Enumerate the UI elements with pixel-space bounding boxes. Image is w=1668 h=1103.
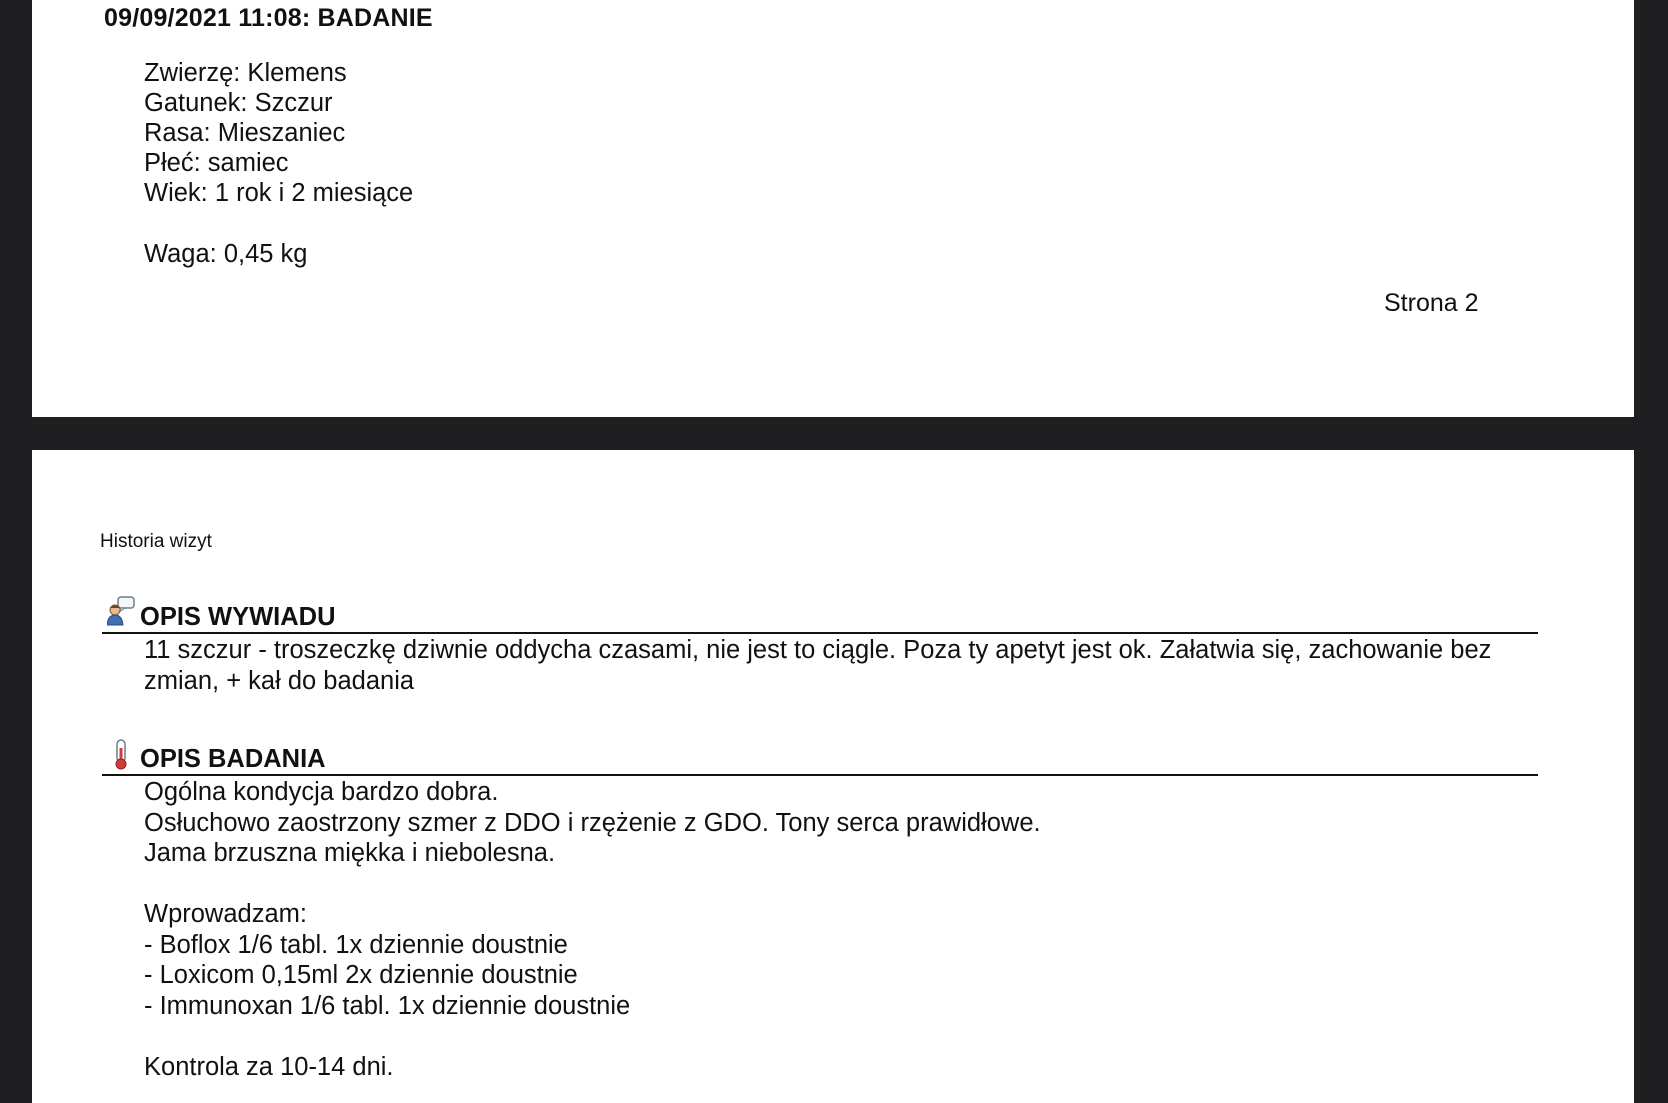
interview-line: 11 szczur - troszeczkę dziwnie oddycha czasami, nie jest to ciągle. Poza ty apetyt jest ok. Załatwia się, zachowanie bez [144, 636, 1492, 664]
interview-section-header [102, 596, 1538, 634]
examination-line: - Boflox 1/6 tabl. 1x dziennie doustnie [144, 930, 568, 959]
history-title: Historia wizyt [100, 531, 212, 552]
document-page-1 [32, 0, 1634, 417]
examination-section-title: OPIS BADANIA [140, 745, 326, 773]
examination-line: Ogólna kondycja bardzo dobra. [144, 778, 499, 806]
examination-line: Wprowadzam: [144, 900, 307, 928]
examination-line: - Loxicom 0,15ml 2x dziennie doustnie [144, 961, 578, 989]
animal-sex: Płeć: samiec [144, 149, 289, 177]
examination-text [144, 777, 1544, 1082]
animal-name: Zwierzę: Klemens [144, 59, 347, 87]
document-page-2 [32, 450, 1634, 1103]
interview-line: zmian, + kał do badania [144, 666, 415, 695]
page-number: Strona 2 [1384, 289, 1479, 317]
examination-line: Jama brzuszna miękka i niebolesna. [144, 839, 556, 867]
interview-section [102, 596, 1538, 696]
examination-line [144, 1021, 1544, 1052]
interview-text [144, 635, 1544, 696]
examination-line: Kontrola za 10-14 dni. [144, 1052, 394, 1081]
animal-age: Wiek: 1 rok i 2 miesiące [144, 179, 414, 207]
interview-section-title: OPIS WYWIADU [140, 603, 336, 631]
examination-line: - Immunoxan 1/6 tabl. 1x dziennie doustnie [144, 991, 631, 1020]
animal-info [144, 58, 413, 208]
animal-species: Gatunek: Szczur [144, 89, 333, 117]
examination-section [102, 738, 1538, 1082]
animal-weight: Waga: 0,45 kg [144, 240, 308, 268]
examination-section-header [102, 738, 1538, 776]
examination-line [144, 869, 1544, 900]
examination-line: Osłuchowo zaostrzony szmer z DDO i rzężenie z GDO. Tony serca prawidłowe. [144, 808, 1041, 837]
person-speech-bubble-icon [107, 596, 135, 628]
visit-header: 09/09/2021 11:08: BADANIE [104, 4, 433, 32]
thermometer-icon [107, 738, 135, 770]
animal-breed: Rasa: Mieszaniec [144, 119, 346, 147]
